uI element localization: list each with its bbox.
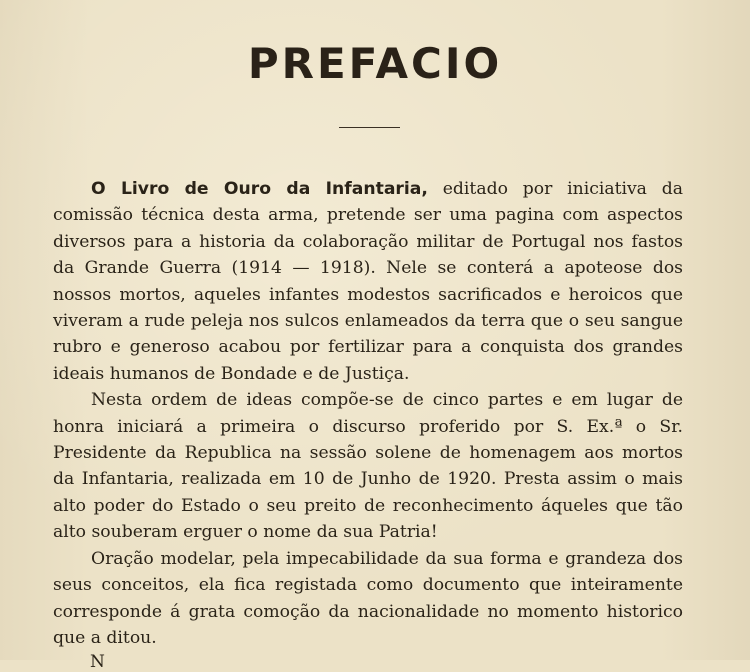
preface-body bbox=[53, 176, 683, 651]
paragraph-1 bbox=[53, 176, 683, 387]
paragraph-3-text: Oração modelar, pela impecabilidade da sua forma e grandeza dos seus conceitos, ela fica registada como documento que inteiramente corresponde á grata comoção da nacionalidade no momento historico que a ditou. bbox=[53, 548, 683, 648]
paragraph-1-text: editado por iniciativa da comissão técnica desta arma, pretende ser uma pagina com aspectos diversos para a historia da colaboração militar de Portugal nos fastos da Grande Guerra (1914 — 1918). Nele se conterá a apoteose dos nossos mortos, aqueles infantes modestos sacrificados e heroicos que viveram a rude peleja nos sulcos enlameados da terra que o seu sangue rubro e generoso acabou por fertilizar para a conquista dos grandes ideais humanos de Bondade e de Justiça. bbox=[53, 179, 684, 384]
page-title: PREFACIO bbox=[247, 39, 503, 88]
paragraph-2-text: Nesta ordem de ideas compõe-se de cinco partes e em lugar de honra iniciará a primeira o discurso proferido por S. Ex.ª o Sr. Presidente da Republica na sessão solene de homenagem aos mortos da Infantaria, realizada em 10 de Junho de 1920. Presta assim o mais alto poder do Estado o seu preito de reconhecimento áqueles que tão alto souberam erguer o nome da sua Patria! bbox=[53, 390, 683, 543]
title-divider bbox=[339, 127, 400, 128]
cutoff-line: N bbox=[90, 652, 105, 672]
paragraph-3 bbox=[53, 546, 683, 652]
paragraph-2 bbox=[53, 387, 683, 545]
book-title-lead: O Livro de Ouro da Infantaria, bbox=[91, 179, 428, 199]
